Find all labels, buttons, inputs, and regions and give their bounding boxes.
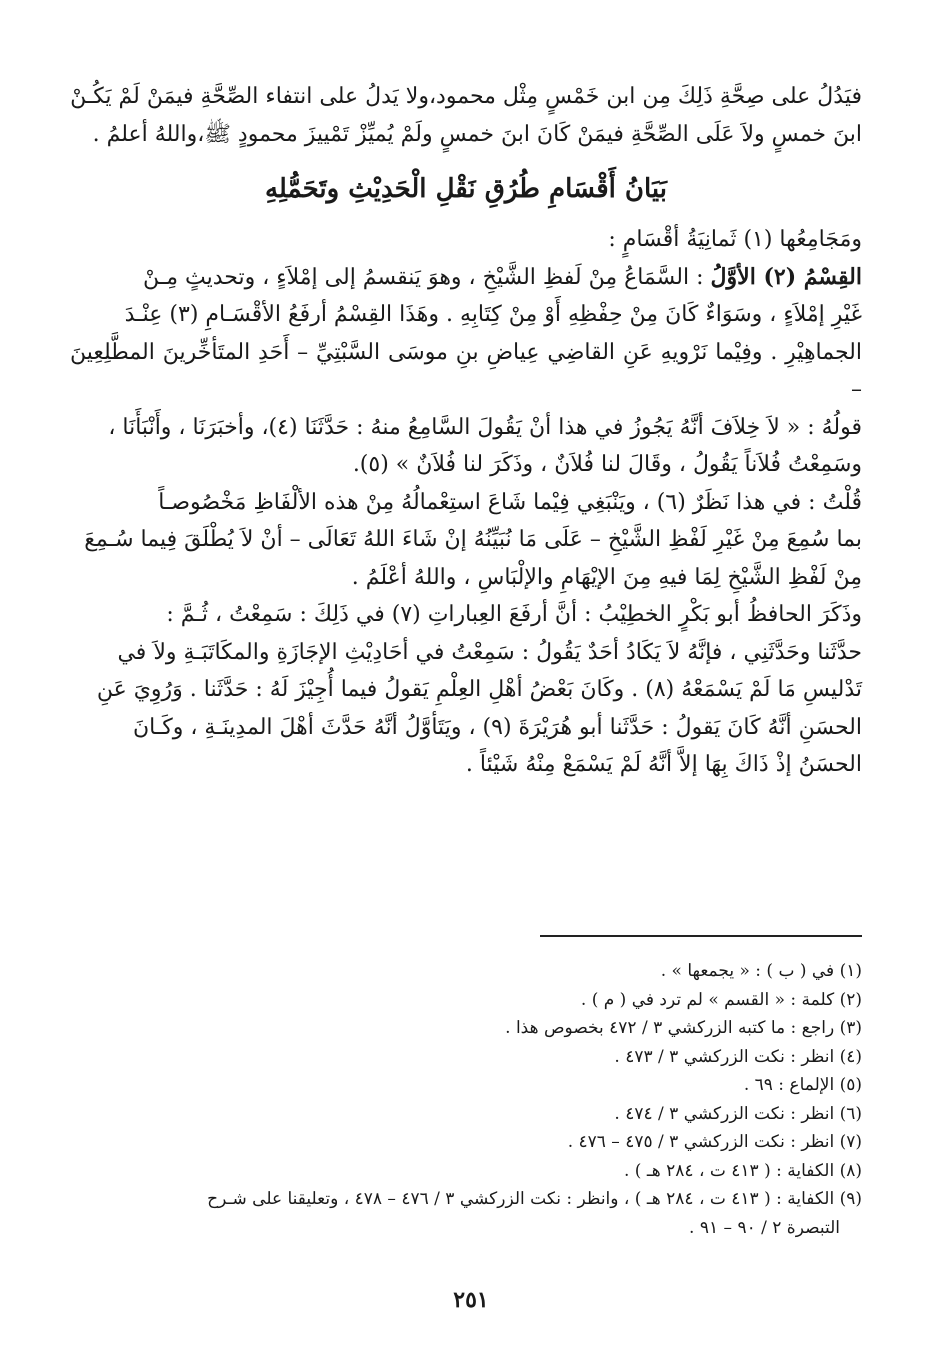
text-line: الجماهِيْرِ . وفِيْما نَرْويهِ عَنِ القاضِي عِياضِ بنِ موسَى السَّبْتِيِّ – أَحَدِ المتَأخِّرينَ المطَّلِعِينَ –: [70, 339, 862, 402]
footnote: (٨) الكفاية : ( ٤١٣ ت ، ٢٨٤ هـ ) .: [623, 1160, 862, 1181]
footnote-divider: [540, 935, 862, 937]
top-paragraph: [70, 78, 862, 153]
footnote: (٤) انظر : نكت الزركشي ٣ / ٤٧٣ .: [614, 1046, 862, 1067]
text-line: الحسَنِ أنَّهُ كَانَ يَقولُ : حَدَّثَنا أبو هُرَيْرَةَ (٩) ، ويَتَأوَّلُ أنَّهُ حَدَّثَ أهْلَ المدِينَـةِ ، وكَـانَ: [132, 714, 862, 740]
footnote: (٩) الكفاية : ( ٤١٣ ت ، ٢٨٤ هـ ) ، وانظر : نكت الزركشي ٣ / ٤٧٦ – ٤٧٨ ، وتعليقنا على شـرح: [207, 1189, 862, 1209]
text-line: تَدْليسِ مَا لَمْ يَسْمَعْهُ (٨) . وكَانَ بَعْضُ أهْلِ العِلْمِ يَقولُ فيما أُجِيْزَ لَهُ : حَدَّثَنا . وَرُوِيَ عَنِ: [96, 677, 862, 702]
footnote: (٧) انظر : نكت الزركشي ٣ / ٤٧٥ – ٤٧٦ .: [567, 1132, 862, 1152]
section-heading: بَيَانُ أَقْسَامِ طُرُقِ نَقْلِ الْحَدِيْثِ وتَحَمُّلِهِ: [264, 174, 667, 204]
text-line: غَيْرِ إمْلاَءٍ ، وسَوَاءٌ كَانَ مِنْ حِفْظِهِ أَوْ مِنْ كِتَابِهِ . وهَذَا القِسْمُ أرفَعُ الأقْسَـامِ (٣) عِنْـدَ: [124, 302, 862, 327]
footnote: (٥) الإلماع : ٦٩ .: [743, 1075, 862, 1095]
text-line: قولُهُ : « لاَ خِلاَفَ أنَّهُ يَجُوزُ في هذا أنْ يَقُولَ السَّامِعُ منهُ : حَدَّثَنَا (٤)، وأخبَرَنَا ، وأَنْبَأَنَا ،: [108, 414, 862, 440]
footnotes: [70, 957, 862, 1242]
text-line: الحسَنُ إذْ ذَاكَ بِهَا إلاَّ أنَّهُ لَمْ يَسْمَعْ مِنْهُ شَيْئاً .: [465, 752, 862, 777]
text-line: وذَكَرَ الحافظُ أبو بَكْرٍ الخطِيْبُ : أنَّ أرفَعَ العِباراتِ (٧) في ذَلِكَ : سَمِعْتُ ، ثُـمَّ :: [166, 602, 862, 627]
footnote-continuation: التبصرة ٢ / ٩٠ – ٩١ .: [689, 1217, 840, 1238]
footnote: (٢) كلمة : « القسم » لم ترد في ( م ) .: [580, 989, 862, 1010]
footnote: (٦) انظر : نكت الزركشي ٣ / ٤٧٤ .: [614, 1103, 862, 1124]
page-number: ٢٥١: [453, 1287, 489, 1313]
footnote: (٣) راجع : ما كتبه الزركشي ٣ / ٤٧٢ بخصوص هذا .: [505, 1018, 862, 1038]
section-label: القِسْمُ (٢) الأوَّلُ: [710, 263, 862, 290]
text-line: فيَدُلُ على صِحَّةِ ذَلِكَ مِن ابن خَمْسٍ مِثْل محمود،ولا يَدلُ على انتفاء الصِّحَّةِ فيمَنْ لَمْ يَكُـنْ: [70, 84, 862, 109]
text-line: [70, 259, 862, 297]
text-line: مِنْ لَفْظِ الشَّيْخِ لِمَا فيهِ مِنَ الإيْهَامِ والإلْبَاسِ ، واللهُ أعْلَمُ .: [351, 564, 862, 590]
intro-line: ومَجَامِعُها (١) ثَمانِيَةُ أقْسَامٍ :: [608, 227, 862, 252]
text-span: : السَّمَاعُ مِنْ لَفظِ الشَّيْخِ ، وهوَ يَنقسمُ إلى إمْلاَءٍ ، وتحديثٍ مِـنْ: [143, 264, 704, 290]
text-line: بما سُمِعَ مِنْ غَيْرِ لَفْظِ الشَّيْخِ – عَلَى مَا نُبَيِّنُهُ إنْ شَاءَ اللهُ تَعَالَى – أنْ لاَ يُطْلَقَ فِيما سُـمِعَ: [84, 527, 862, 552]
text-line: وسَمِعْتُ فُلاَناً يَقُولُ ، وقَالَ لنا فُلاَنٌ ، وذَكَرَ لنا فُلاَنٌ » (٥).: [352, 452, 862, 477]
footnote: (١) في ( ب ) : « يجمعها » .: [660, 961, 862, 981]
text-line: ابنَ خمسٍ ولاَ عَلَى الصِّحَّةِ فيمَنْ كَانَ ابنَ خمسٍ ولَمْ يُميِّزْ تَمْييزَ محمودٍ ﷺ،واللهُ أعلمُ .: [92, 121, 862, 147]
main-text: [70, 78, 862, 784]
text-line: قُلْتُ : في هذا نَظَرٌ (٦) ، ويَنْبَغِي فِيْما شَاعَ استِعْمالُهُ مِنْ هذه الألْفَاظِ مَخْصُوصـاً: [158, 489, 862, 515]
section-body: [70, 221, 862, 784]
text-line: حدَّثَنا وحَدَّثَنِي ، فإنَّهُ لاَ يَكَادُ أحَدٌ يَقُولُ : سَمِعْتُ في أحَادِيْثِ الإجَازَةِ والمكَاتَبَـةِ ولاَ في: [117, 639, 862, 665]
